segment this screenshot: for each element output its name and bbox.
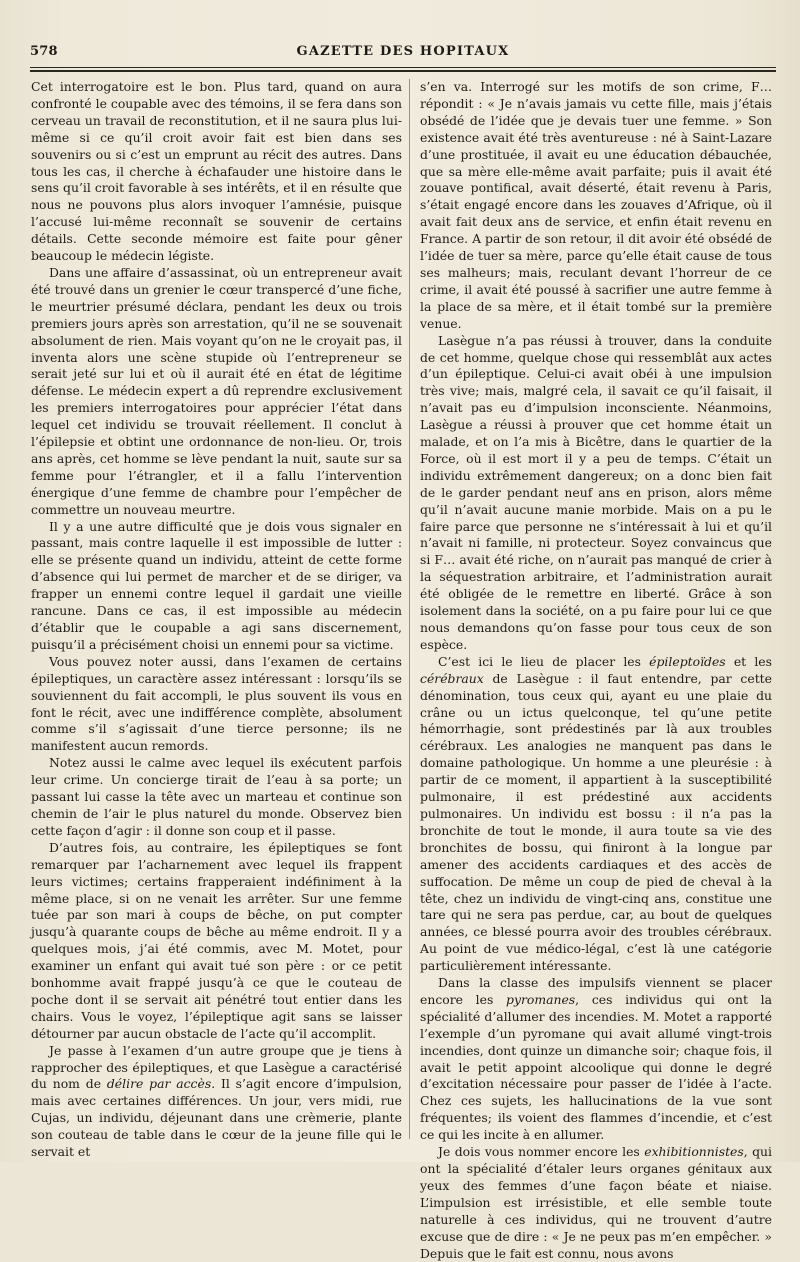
left-column: [31, 79, 402, 1161]
text-run: . Il s’agit encore d’impulsion, mais avec certaines différences. Un jour, vers midi, rue Cujas, un individu, déjeunant dans une crèmerie, plante son couteau de table dans le cœur de la jeune fille qui le servait et: [31, 1076, 402, 1160]
text-run: de Lasègue : il faut entendre, par cette dénomination, tous ceux qui, ayant eu une plaie du crâne ou un ictus quelconque, tel qu’une petite hémorrhagie, sont prédestinés par là aux troubles cérébraux. Les analogies ne manquent pas dans le domaine pathologique. Un homme a une pleurésie : à partir de ce moment, il appartient à la susceptibilité pulmonaire, il est prédestiné aux accidents pulmonaires. Un individu est bossu : il n’a pas la bronchite de tout le monde, il aura toute sa vie des bronchites de bossu, qui finiront à la longue par amener des accidents cardiaques et des accès de suffocation. De même un coup de pied de cheval à la tête, chez un individu de vingt-cinq ans, constitue une tare qui ne sera pas perdue, car, au bout de quelques années, ce blessé pourra avoir des troubles cérébraux. Au point de vue médico-légal, c’est là une catégorie particulièrement intéressante.: [420, 670, 772, 974]
italic-term: exhibitionnistes: [644, 1144, 744, 1160]
page-header: [30, 44, 776, 66]
paragraph: s’en va. Interrogé sur les motifs de son crime, F… répondit : « Je n’avais jamais vu cette fille, mais j’étais obsédé de l’idée que je devais tuer une femme. » Son existence avait été très aventureuse : né à Saint-Lazare d’une prostituée, il avait eu une éducation débauchée, que sa mère elle-même avait parfaite; puis il avait été zouave pontifical, avait déserté, était revenu à Paris, s’était engagé encore dans les zouaves d’Afrique, où il avait fait deux ans de service, et enfin était revenu en France. A partir de son retour, il dit avoir été obsédé de l’idée de tuer sa mère, parce qu’elle était cause de tous ses malheurs; mais, reculant devant l’horreur de ce crime, il avait été poussé à sacrifier une autre femme à la place de sa mère, et il était tombé sur la première venue.: [420, 79, 772, 331]
italic-term: épileptoïdes: [649, 653, 726, 669]
paragraph: Lasègue n’a pas réussi à trouver, dans la conduite de cet homme, quelque chose qui ressemblât aux actes d’un épileptique. Celui-ci avait obéi à une impulsion très vive; mais, malgré cela, il savait ce qu’il faisait, il n’avait pas eu d’impulsion inconsciente. Néanmoins, Lasègue a réussi à prouver que cet homme était un malade, et on l’a mis à Bicêtre, dans le quartier de la Force, où il est mort il y a peu de temps. C’était un individu extrêmement dangereux; on a donc bien fait de le garder pendant neuf ans en prison, alors même qu’il n’avait aucune manie morbide. Mais on a pu le faire parce que personne ne s’intéressait à lui et qu’il n’avait ni famille, ni protecteur. Soyez convaincus que si F… avait été riche, on n’aurait pas manqué de crier à la séquestration arbitraire, et l’administration aurait été obligée de le remettre en liberté. Grâce à son isolement dans la société, on a pu faire pour lui ce que nous demandons qu’on fasse pour tous ceux de son espèce.: [420, 332, 772, 652]
text-run: C’est ici le lieu de placer les: [438, 653, 650, 669]
paragraph: [31, 1043, 402, 1161]
text-run: Je passe à l’examen d’un autre groupe que je tiens à rapprocher des épileptiques, et que Lasègue a caractérisé du nom de: [31, 1042, 402, 1092]
running-title: GAZETTE DES HOPITAUX: [296, 44, 510, 59]
paragraph: Vous pouvez noter aussi, dans l’examen de certains épileptiques, un caractère assez intéressant : lorsqu’ils se souviennent du fait accompli, le plus souvent ils vous en font le récit, avec une indifférence complète, absolument comme s’il s’agissait d’une tierce personne; ils ne manifestent aucun remords.: [31, 653, 402, 754]
italic-term: pyromanes: [506, 991, 576, 1007]
italic-term: cérébraux: [420, 670, 484, 686]
page-number: 578: [30, 44, 58, 59]
paragraph: Dans une affaire d’assassinat, où un entrepreneur avait été trouvé dans un grenier le cœur transpercé d’une fiche, le meurtrier présumé déclara, pendant les deux ou trois premiers jours après son arrestation, qu’il ne se souvenait absolument de rien. Mais voyant qu’on ne le croyait pas, il inventa alors une scène stupide où l’entrepreneur se serait jeté sur lui et où il aurait été en état de légitime défense. Le médecin expert a dû reprendre exclusivement les premiers interrogatoires pour apprécier l’état dans lequel cet individu se trouvait réellement. Il conclut à l’épilepsie et obtint une ordonnance de non-lieu. Or, trois ans après, cet homme se lève pendant la nuit, saute sur sa femme pour l’étrangler, et il a fallu l’intervention énergique d’une femme de chambre pour l’empêcher de commettre un nouveau meurtre.: [31, 264, 402, 517]
paragraph: [420, 975, 772, 1144]
paragraph: [420, 654, 772, 975]
italic-term: délire par accès: [106, 1076, 212, 1092]
text-run: et les: [725, 653, 772, 669]
right-column: [420, 79, 772, 1262]
text-run: Je dois vous nommer encore les: [438, 1144, 645, 1160]
column-divider: [409, 79, 410, 1139]
paragraph: D’autres fois, au contraire, les épileptiques se font remarquer par l’acharnement avec lequel ils frappent leurs victimes; certains frapperaient indéfiniment à la même place, si on ne venait les arrêter. Sur une femme tuée par son mari à coups de bêche, on put compter jusqu’à quarante coups de bêche au même endroit. Il y a quelques mois, j’ai été commis, avec M. Motet, pour examiner un enfant qui avait tué son père : or ce petit bonhomme avait frappé jusqu’à ce que le couteau de poche dont il se servait ait pénétré tout entier dans les chairs. Vous le voyez, l’épileptique agit sans se laisser détourner par aucun obstacle de l’acte qu’il accomplit.: [31, 839, 402, 1041]
paragraph: Cet interrogatoire est le bon. Plus tard, quand on aura confronté le coupable avec des témoins, il se fera dans son cerveau un travail de reconstitution, et il ne saura plus lui-même si ce qu’il croit avoir fait est bien dans ses souvenirs ou si c’est un emprunt au récit des autres. Dans tous les cas, il cherche à échafauder une histoire dans le sens qu’il croit favorable à ses intérêts, et il en résulte que nous ne pouvons plus alors invoquer l’amnésie, puisque l’accusé lui-même reconnaît se souvenir de certains détails. Cette seconde mémoire est faite pour gêner beaucoup le médecin légiste.: [31, 79, 402, 264]
header-rule-thin: [30, 67, 776, 68]
text-run: , qui ont la spécialité d’étaler leurs organes génitaux aux yeux des femmes d’une façon béate et niaise. L’impulsion est irrésistible, et elle semble toute naturelle à ces individus, qui ne trouvent d’autre excuse que de dire : « Je ne peux pas m’en empêcher. » Depuis que le fait est connu, nous avons: [420, 1144, 772, 1261]
text-run: , ces individus qui ont la spécialité d’allumer des incendies. M. Motet a rapporté l’exemple d’un pyromane qui avait allumé vingt-trois incendies, dont quinze un dimanche soir; chaque fois, il avait le petit appoint alcoolique qui donne le degré d’excitation nécessaire pour passer de l’idée à l’acte. Chez ces sujets, les hallucinations de la vue sont fréquentes; ils voient des flammes d’incendie, et c’est ce qui les incite à en allumer.: [420, 991, 772, 1143]
paragraph: Il y a une autre difficulté que je dois vous signaler en passant, mais contre laquelle il est impossible de lutter : elle se présente quand un individu, atteint de cette forme d’absence qui lui permet de marcher et de se diriger, va frapper un ennemi contre lequel il gardait une vieille rancune. Dans ce cas, il est impossible au médecin d’établir que le coupable a agi sans discernement, puisqu’il a précisément choisi un ennemi pour sa victime.: [31, 518, 402, 652]
header-rule-thick: [30, 70, 776, 72]
paragraph: Notez aussi le calme avec lequel ils exécutent parfois leur crime. Un concierge tirait de l’eau à sa porte; un passant lui casse la tête avec un marteau et continue son chemin de l’air le plus naturel du monde. Observez bien cette façon d’agir : il donne son coup et il passe.: [31, 755, 402, 838]
text-run: Dans la classe des impulsifs viennent se placer encore les: [420, 975, 772, 1007]
